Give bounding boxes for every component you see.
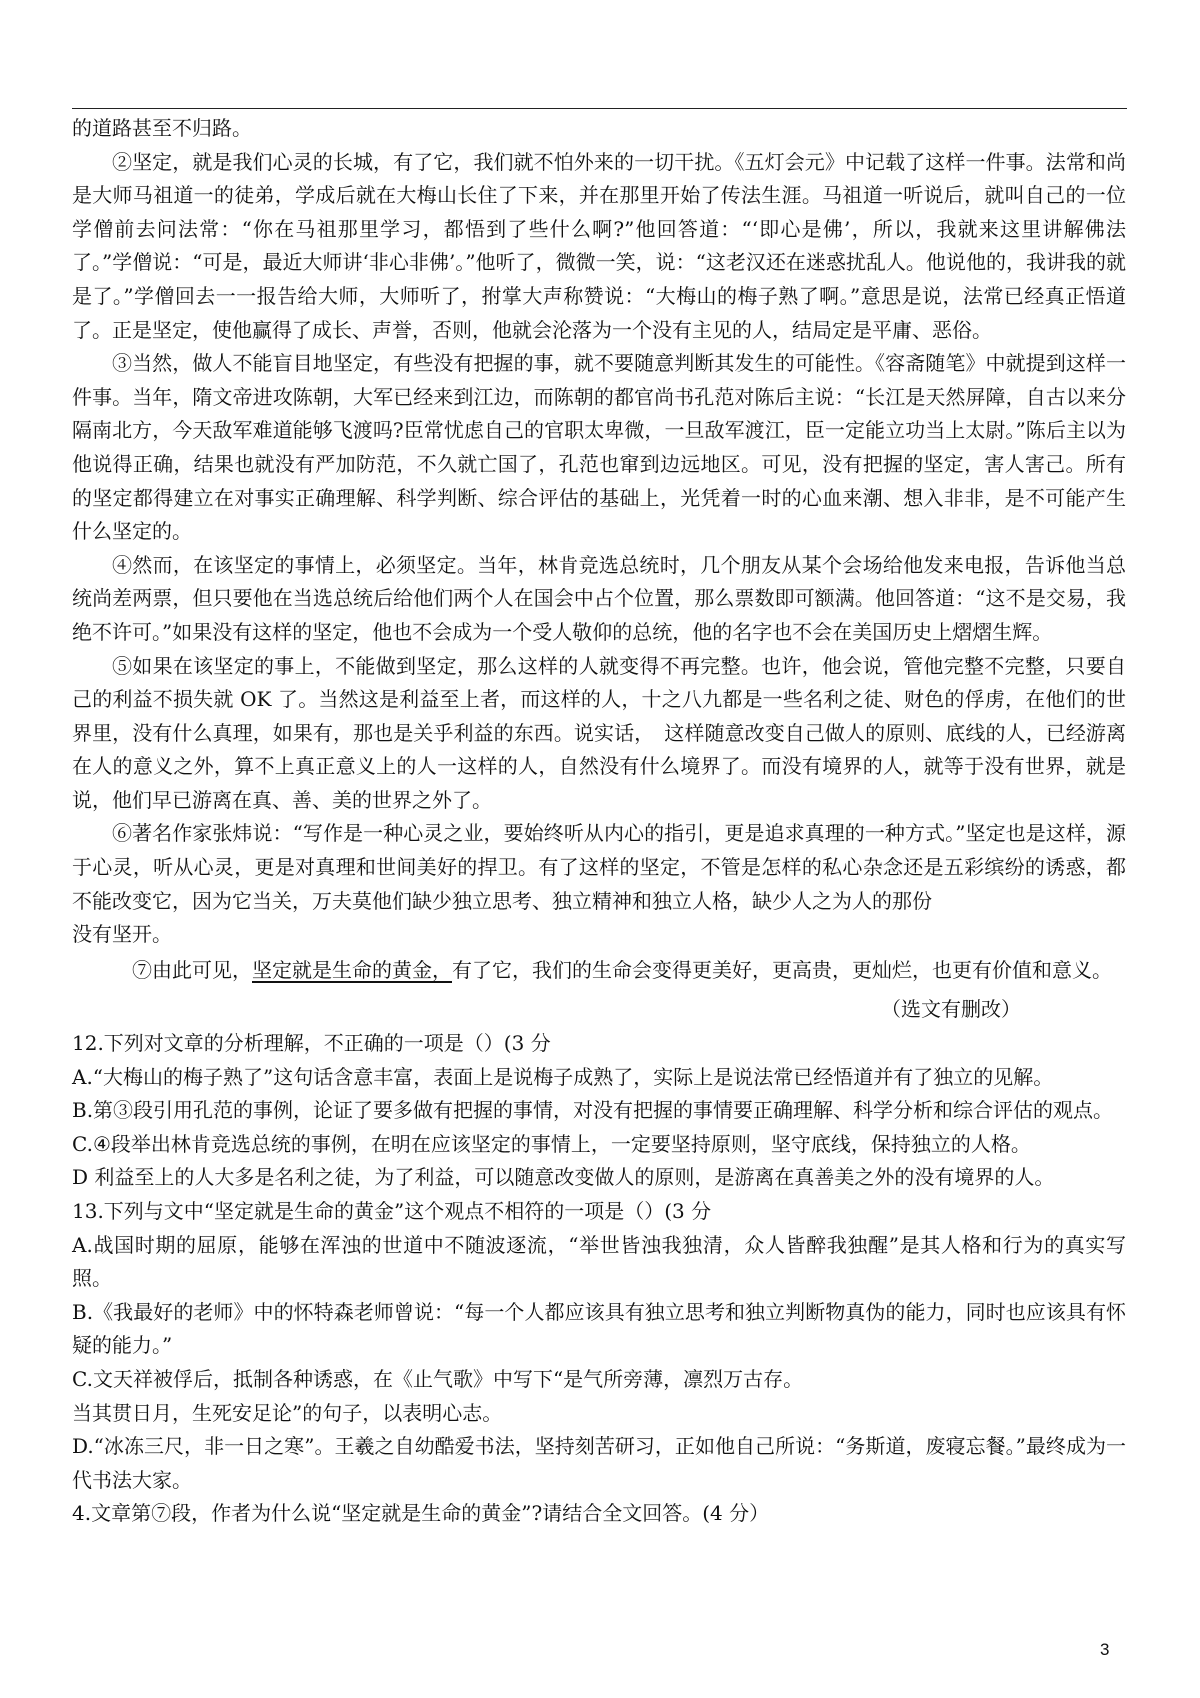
- question-13-option-c: C.文天祥被俘后，抵制各种诱惑，在《止气歌》中写下“是气所旁薄，凛烈万古存。: [72, 1366, 804, 1391]
- question-12-option-d: D 利益至上的人大多是名利之徒，为了利益，可以随意改变做人的原则，是游离在真善美之外的没有境界的人。: [72, 1165, 1055, 1190]
- paragraph-7-rest: 有了它，我们的生命会变得更美好，更高贵，更灿烂，也更有价值和意义。: [452, 957, 1112, 982]
- question-12-option-b: B.第③段引用孔范的事例，论证了要多做有把握的事情，对没有把握的事情要正确理解、科学分析和综合评估的观点。: [72, 1098, 1114, 1123]
- question-12-option-a: A.“大梅山的梅子熟了”这句话含意丰富，表面上是说梅子成熟了，实际上是说法常已经悟道并有了独立的见解。: [72, 1064, 1054, 1089]
- passage-paragraph-6: ⑥著名作家张炜说：“写作是一种心灵之业，要始终听从内心的指引，更是追求真理的一种方式。”坚定也是这样，源于心灵，听从心灵，更是对真理和世间美好的捍卫。有了这样的坚定，不管是怎样的私心杂念还是五彩缤纷的诱惑，都不能改变它，因为它当关，万夫莫他们缺少独立思考、独立精神和独立人格，缺少人之为人的那份: [72, 821, 1126, 913]
- page-content: [72, 112, 1126, 1531]
- page-number: 3: [1100, 1640, 1110, 1659]
- passage-paragraph-2: ②坚定，就是我们心灵的长城，有了它，我们就不怕外来的一切干扰。《五灯会元》中记载了这样一件事。法常和尚是大师马祖道一的徒弟，学成后就在大梅山长住了下来，并在那里开始了传法生涯。马祖道一听说后，就叫自己的一位学僧前去问法常：“你在马祖那里学习，都悟到了些什么啊?”他回答道：“‘即心是佛’，所以，我就来这里讲解佛法了。”学僧说：“可是，最近大师讲‘非心非佛’。”他听了，微微一笑，说：“这老汉还在迷惑扰乱人。他说他的，我讲我的就是了。”学僧回去一一报告给大师，大师听了，拊掌大声称赞说：“大梅山的梅子熟了啊。”意思是说，法常已经真正悟道了。正是坚定，使他赢得了成长、声誉，否则，他就会沦落为一个没有主见的人，结局定是平庸、恶俗。: [72, 149, 1126, 342]
- question-12: 12.下列对文章的分析理解，不正确的一项是（）(3 分: [72, 1031, 551, 1056]
- question-13: 13.下列与文中“坚定就是生命的黄金”这个观点不相符的一项是（）(3 分: [72, 1199, 712, 1223]
- question-13-option-d: D.“冰冻三尺，非一日之寒”。王羲之自幼酷爱书法，坚持刻苦研习，正如他自己所说：“务斯道，废寝忘餐。”最终成为一代书法大家。: [72, 1434, 1126, 1492]
- header-rule: [72, 108, 1127, 109]
- passage-paragraph-3: ③当然，做人不能盲目地坚定，有些没有把握的事，就不要随意判断其发生的可能性。《容斋随笔》中就提到这样一件事。当年，隋文帝进攻陈朝，大军已经来到江边，而陈朝的都官尚书孔范对陈后主说：“长江是天然屏障，自古以来分隔南北方，今天敌军难道能够飞渡吗?臣常忧虑自己的官职太卑微，一旦敌军渡江，臣一定能立功当上太尉。”陈后主以为他说得正确，结果也就没有严加防范，不久就亡国了，孔范也窜到边远地区。可见，没有把握的坚定，害人害己。所有的坚定都得建立在对事实正确理解、科学判断、综合评估的基础上，光凭着一时的心血来潮、想入非非，是不可能产生什么坚定的。: [72, 351, 1126, 544]
- question-13-option-b: B.《我最好的老师》中的怀特森老师曾说：“每一个人都应该具有独立思考和独立判断物真伪的能力，同时也应该具有怀疑的能力。”: [72, 1299, 1126, 1358]
- source-note: （选文有删改）: [881, 997, 1021, 1022]
- passage-paragraph-6-tail: 没有坚开。: [72, 922, 172, 947]
- question-12-option-c: C.④段举出林肯竞选总统的事例，在明在应该坚定的事情上，一定要坚持原则，坚守底线，保持独立的人格。: [72, 1131, 1031, 1156]
- passage-paragraph-5: ⑤如果在该坚定的事上，不能做到坚定，那么这样的人就变得不再完整。也许，他会说，管他完整不完整，只要自己的利益不损失就 OK 了。当然这是利益至上者，而这样的人，十之八九都是一些名利之徒、财色的俘虏，在他们的世界里，没有什么真理，如果有，那也是关乎利益的东西。说实话， 这样随意改变自己做人的原则、底线的人，已经游离在人的意义之外，算不上真正意义上的人一这样的人，自然没有什么境界了。而没有境界的人，就等于没有世界，就是说，他们早已游离在真、善、美的世界之外了。: [72, 653, 1126, 812]
- underlined-thesis: 坚定就是生命的黄金，: [252, 957, 452, 982]
- passage-line-continued: 的道路甚至不归路。: [72, 116, 252, 140]
- paragraph-7-lead: ⑦由此可见，: [132, 957, 252, 982]
- question-13-option-a: A.战国时期的屈原，能够在浑浊的世道中不随波逐流，“举世皆浊我独清，众人皆醉我独醒”是其人格和行为的真实写照。: [72, 1232, 1126, 1291]
- question-14: 4.文章第⑦段，作者为什么说“坚定就是生命的黄金”?请结合全文回答。(4 分）: [72, 1501, 770, 1526]
- passage-paragraph-4: ④然而，在该坚定的事情上，必须坚定。当年，林肯竞选总统时，几个朋友从某个会场给他发来电报，告诉他当总统尚差两票，但只要他在当选总统后给他们两个人在国会中占个位置，那么票数即可额满。他回答道：“这不是交易，我绝不许可。”如果没有这样的坚定，他也不会成为一个受人敬仰的总统，他的名字也不会在美国历史上熠熠生辉。: [72, 552, 1126, 644]
- passage-paragraph-7: [72, 954, 1126, 988]
- question-13-option-c-cont: 当其贯日月，生死安足论”的句子，以表明心志。: [72, 1400, 503, 1425]
